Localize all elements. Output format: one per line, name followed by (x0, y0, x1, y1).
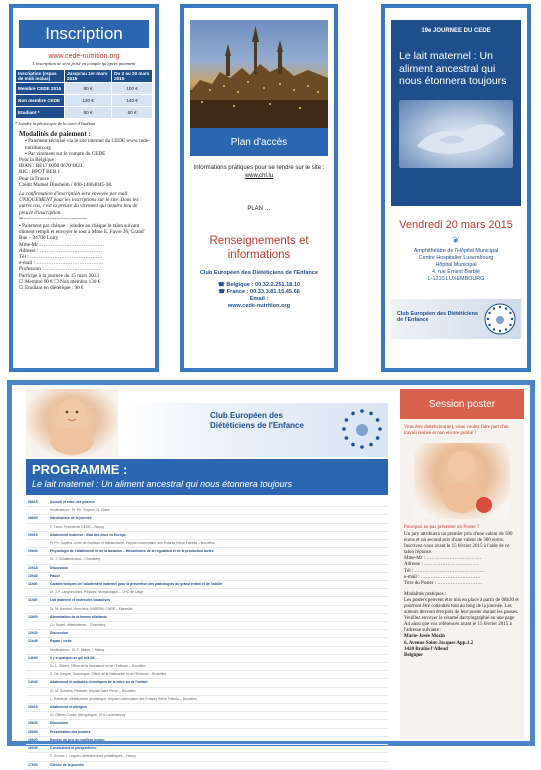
schedule-text: Présentation des posters (50, 729, 91, 734)
schedule-row (26, 507, 388, 515)
schedule-text: C. De Jonghe, Sociologue, Office de la Naissance et de l'Enfance – Bruxelles (50, 672, 167, 677)
schedule-time: 14h30 (28, 680, 38, 685)
price-cell: 140 € (112, 95, 153, 107)
schedule-row (26, 630, 388, 638)
panel-programme (7, 380, 535, 767)
inscription-title: Inscription (45, 24, 123, 43)
schedule-time: 09h00 (28, 516, 38, 521)
toddler-illustration (414, 443, 510, 519)
price-header-0: Inscription (repas de midi inclus) (16, 70, 65, 83)
address-line: Belgique (404, 653, 423, 659)
schedule-row (26, 737, 388, 745)
schedule-text: Pr Ph. Goyens, Unité de Nutrition et Métabolisme, Hôpital Universitaire des Enfants Reine Fabiola – Bruxelles (50, 541, 215, 546)
schedule-text: Ch. Bodet, diététicienne – Chambéry (50, 623, 106, 628)
price-row-label: Etudiant * (16, 107, 65, 119)
phone-icon: ☎ (218, 289, 227, 295)
schedule-time (26, 556, 50, 563)
participation-text: Participe à la journée du 15 mars 2013 (19, 272, 99, 279)
schedule-text: Dr. M. Scheers, Pédiatre, Hôpital Saint Pierre – Bruxelles (50, 688, 136, 693)
contact-title: Renseignements et informations (209, 235, 309, 261)
address-line: 6, Avenue Saint-Jacques App.1.2 (404, 640, 474, 646)
schedule-time (26, 606, 50, 613)
cover-logo (391, 299, 521, 339)
schedule-row (26, 573, 388, 581)
plan-info-link[interactable]: www.chl.lu (244, 173, 274, 179)
session-body: Un jury attribuera un premier prix d'une valeur de 500 euros et un second prix d'une valeur de 300 euros. Inscrivez-vous avant le 15 février 2015 à l'aide de ce talon réponse. (404, 532, 513, 556)
contact-belgique (184, 282, 334, 288)
plan-header (190, 128, 328, 156)
payment-line: ▪ Par virement sur le compte du CEDE (25, 150, 106, 157)
schedule-time: 10h15 (28, 565, 38, 570)
price-header-2: Du 2 au 20 mars 2015 (112, 70, 153, 83)
programme-title: PROGRAMME : (32, 462, 128, 477)
schedule-time (26, 663, 50, 670)
schedule-time: 16h00 (28, 729, 38, 734)
payment-line: Pour la France : (19, 175, 52, 182)
schedule-time: 12h30 (28, 631, 38, 636)
schedule-row (26, 614, 388, 622)
schedule-row (26, 606, 388, 614)
schedule-row (26, 745, 388, 753)
confirmation-text: La confirmation d'inscription sera envoyée par mail UNIQUEMENT pour les inscriptions sur le site. Dans les autres cas, c'est la preuve du virement qui tiendra lieu de preuve d'inscription. (19, 191, 139, 216)
schedule-time (26, 753, 50, 760)
venue-line: L-1210 LUXEMBOURG (427, 276, 485, 282)
schedule-text: Modérateurs : Pr. Ph. Goyens, N. Claes (50, 508, 110, 513)
contact-france (184, 289, 334, 295)
schedule-text: Allaitement et allergies (50, 705, 87, 710)
inscription-url[interactable]: www.cede-nutrition.org (48, 53, 120, 60)
schedule-row (26, 696, 388, 704)
inscription-footnote: * Joindre la photocopie de la carte d'étudiant (15, 121, 96, 127)
price-table (15, 69, 153, 119)
venue-line: Hôpital Municipal (435, 262, 477, 268)
schedule-text: Dr. J. Schaltenbrand – Chambéry (50, 557, 101, 562)
schedule-time: 08h15 (28, 500, 38, 504)
schedule-row (26, 515, 388, 523)
schedule-time: 09h10 (28, 532, 38, 537)
eu-stars-logo-icon (338, 405, 386, 453)
cover-logo-text: Club Européen des Diététiciens de l'Enfance (397, 311, 478, 324)
schedule-row (26, 712, 388, 720)
schedule-row (26, 688, 388, 696)
inscription-notice: L'inscription ne sera prise en compte qu'après paiement (32, 61, 136, 66)
ornament-icon: ❦ (452, 235, 460, 245)
schedule-row (26, 532, 388, 540)
inscription-header (19, 20, 149, 48)
session-header (400, 389, 524, 419)
schedule-time (26, 507, 50, 514)
session-title: Session poster (428, 398, 496, 410)
programme-club-name: Club Européen des Diététiciens de l'Enfance (210, 411, 304, 430)
schedule-time: 11h00 (28, 582, 38, 587)
schedule-text: Dr. L. Gilbert, Office de la Naissance et de l'Enfance – Bruxelles (50, 664, 146, 669)
venue-line: Amphithéâtre de l'Hôpital Municipal (413, 248, 499, 254)
schedule-time (26, 540, 50, 547)
schedule-time: 12h00 (28, 614, 38, 619)
scissors-line: ✂------------------------------------- (19, 215, 88, 222)
form-field[interactable]: Adresse : ……………………………… (19, 247, 102, 254)
payment-title: Modalités de paiement : (19, 130, 91, 139)
session-field[interactable]: e-mail : ……………………………… (404, 574, 481, 580)
plan-info (192, 164, 326, 180)
schedule-row (26, 540, 388, 548)
payment-line: Crédit Mutuel Dinsheim / 000-14064045-38. (19, 181, 113, 188)
schedule-time: 09h40 (28, 549, 38, 554)
toddler-photo (414, 443, 510, 519)
schedule-row (26, 556, 388, 564)
schedule-time (26, 671, 50, 678)
schedule-time (26, 696, 50, 703)
schedule-time (26, 589, 50, 596)
panel-plan (180, 4, 338, 372)
schedule-text: Discussion (50, 565, 69, 570)
price-cell: 90 € (65, 83, 112, 95)
schedule-text: Introduction de la journée (50, 516, 92, 521)
programme-title-band (26, 459, 388, 495)
form-field[interactable]: Mme-Mr : ……………………………… (19, 241, 105, 248)
cover-date: Vendredi 20 mars 2015 (399, 219, 513, 231)
plan-placeholder: PLAN … (247, 206, 271, 212)
schedule-row (26, 565, 388, 573)
session-intro: Vous êtes diététicien(ne), vous voulez faire part d'un travail réalisé et non encore publié ? (404, 425, 509, 436)
schedule-text: Discussion (50, 631, 69, 636)
schedule-text: Dr. J.P. Langhendries, Pédiatre néonatologue – CHC de Liège (50, 590, 144, 595)
venue-line: 4, rue Ernest Barblé (432, 269, 480, 275)
schedule-row (26, 597, 388, 605)
payment-section (13, 127, 155, 291)
schedule-time (26, 688, 50, 695)
schedule-text: Dr. M. Armand, chercheur, INSERM, CNRS – Marseille (50, 606, 133, 611)
eu-stars-logo-icon (483, 302, 517, 336)
schedule-text: Modérateurs : Dr. F. Monet, I. Marcq (50, 647, 105, 652)
session-question: Pourquoi ne pas présenter un Poster ? (404, 525, 480, 530)
contact-club: Club Européen des Diététiciens de l'Enfance (199, 270, 319, 276)
contact-email-label: Email : (249, 296, 269, 302)
schedule-row (26, 720, 388, 728)
schedule-time: 17h00 (28, 762, 38, 767)
schedule-row (26, 762, 388, 770)
schedule-time: 14h00 (28, 655, 38, 660)
price-cell: 50 € (65, 107, 112, 119)
baby-photo (26, 389, 118, 457)
session-field[interactable]: Adresse : …………………………… (404, 562, 479, 568)
price-row-label: Membre CEDE 2015 (16, 83, 65, 95)
schedule-time: 10h30 (28, 573, 38, 578)
schedule-time: 16h20 (28, 737, 38, 742)
programme-banner (118, 403, 388, 457)
schedule-text: Discussion (50, 721, 69, 726)
price-cell: 60 € (112, 107, 153, 119)
schedule-time: 15h40 (28, 721, 38, 726)
cover-header (391, 20, 521, 206)
schedule-text: Clôture de la journée (50, 762, 84, 767)
contact-site[interactable]: www.cede-nutrition.org (227, 303, 291, 309)
address-line: 1420 Braine l'Alleud (404, 646, 448, 652)
schedule-row (26, 679, 388, 687)
schedule-text: Conclusions et perspectives. (50, 746, 97, 751)
venue (385, 248, 527, 283)
session-field[interactable]: Titre du Poster : ……………………… (404, 581, 483, 587)
schedule-row (26, 581, 388, 589)
form-field[interactable]: Tél : …………………………………… (19, 254, 103, 261)
baby-illustration (26, 389, 118, 457)
option-checkbox[interactable]: ☐ Etudiant en diététique : 90 € (19, 285, 84, 292)
schedule-row (26, 589, 388, 597)
payment-line: ▪ Paiement sécurisé via le site internet du CEDE www.cede-nutrition.org (25, 138, 150, 151)
schedule-time: 11h30 (28, 598, 38, 603)
phone-icon: ☎ (217, 282, 227, 288)
option-checkbox[interactable]: ☐ Membre 90 € ☐ Non membre 130 € (19, 278, 101, 285)
cover-title: Le lait maternel : Un aliment ancestral qui nous étonnera toujours (399, 50, 507, 87)
programme-schedule (26, 499, 388, 767)
schedule-text: Allaitement maternel : Etat des lieux en Europe (50, 532, 126, 537)
schedule-text: Pause (50, 573, 60, 578)
schedule-row (26, 638, 388, 646)
price-cell: 100 € (112, 83, 153, 95)
france-phone: France : 00.33.3.81.15.45.66 (226, 289, 300, 295)
schedule-time: 15h10 (28, 705, 38, 710)
payment-line: BIC : BPOT BEB 1 (19, 169, 61, 176)
panel-cover (381, 4, 531, 372)
panel-inscription (9, 4, 159, 372)
schedule-row (26, 729, 388, 737)
schedule-row (26, 622, 388, 630)
address-line: Marie-Josée Mozin (404, 634, 445, 640)
hands-photo (399, 100, 513, 168)
payment-line: Pour la Belgique : (19, 157, 57, 164)
schedule-row (26, 663, 388, 671)
schedule-time (26, 524, 50, 531)
payment-line: IBAN : BE17 0000 0670 4821 (19, 163, 83, 170)
schedule-text: Remise du prix du meilleur poster (50, 737, 105, 742)
schedule-row (26, 647, 388, 655)
schedule-text: Accueil et mise des posters (50, 500, 95, 504)
schedule-time: 12h45 (28, 639, 38, 644)
cheque-text: ▪ Paiement par chèque : joindre au chèque le talon suivant dûment rempli et envoyer le tout à Mme E. Favre 26, Grand' Rue – 34700 Loiry (19, 223, 145, 242)
schedule-time (26, 712, 50, 719)
belgique-phone: Belgique : 00.32.2.251.18.10 (226, 282, 301, 288)
schedule-row (26, 704, 388, 712)
modalites-title: Modalités pratiques : (404, 592, 447, 598)
city-photo (190, 20, 328, 128)
venue-line: Centre Hospitalier Luxembourg (418, 255, 494, 261)
schedule-time: 16h30 (28, 746, 38, 751)
modalites-text: Les posters peuvent être mis en place à partir de 08h30 et pourront être consultés tout au long de la journée. Les auteurs devront être près de leur poster durant les pauses. Veuillez envoyer le résumé dactylographié en une page A4 ainsi que vos références avant le 15 février 2015 à l'adresse suivante : (404, 598, 519, 634)
schedule-text: Alimentation de la femme allaitante (50, 614, 107, 619)
schedule-text: Caractéristiques de l'allaitement maternel pour la prévention des pathologies du grand enfant et de l'adulte (50, 582, 223, 587)
schedule-row (26, 655, 388, 663)
programme-subtitle: Le lait maternel : Un aliment ancestral qui nous étonnera toujours (32, 479, 293, 489)
plan-info-text: Informations pratiques pour se rendre sur le site : (193, 165, 325, 171)
price-row-label: Non membre CEDE (16, 95, 65, 107)
schedule-row (26, 753, 388, 761)
schedule-row (26, 499, 388, 507)
city-skyline-illustration (190, 20, 328, 128)
form-field[interactable]: Profession : …………………………… (19, 266, 102, 273)
schedule-text: F. Favre, Présidente CEDE – Nancy (50, 524, 105, 529)
hands-illustration (399, 100, 521, 168)
form-field[interactable]: e-mail : ………………………………… (19, 260, 104, 267)
schedule-time (26, 647, 50, 654)
schedule-text: F. Gomez, I. Leguen, diététiciennes pédiatriques – Nancy (50, 754, 136, 759)
session-poster-column (400, 389, 524, 739)
schedule-text: Dr. Gilbert-Comte, Allergologue, CHL Luxembourg (50, 713, 126, 718)
cover-event-label: 19e JOURNEE DU CEDE (421, 28, 491, 34)
plan-title: Plan d'accès (230, 136, 288, 148)
schedule-text: L. Hofstede, diététicienne pédiatrique, Hôpital Universitaire des Enfants Reine Fabiola – Bruxelles (50, 696, 197, 701)
price-cell: 130 € (65, 95, 112, 107)
schedule-text: Repas / visite (50, 639, 72, 644)
schedule-row (26, 524, 388, 532)
schedule-time (26, 622, 50, 629)
schedule-text: Physiologie de l'allaitement et de la lactation – Mécanismes de la régulation et de la production lactée. (50, 549, 215, 554)
price-header-1: Jusqu'au 1er mars 2015 (65, 70, 112, 83)
schedule-row (26, 671, 388, 679)
session-field[interactable]: Tél : …………………………………… (404, 568, 485, 574)
session-field[interactable]: Mme-Mr : …………………………… (404, 556, 482, 562)
schedule-text: Il y a quelque-un qui m'a dit… (50, 655, 98, 660)
schedule-text: Allaitement et maladies chroniques de la mère ou de l'enfant. (50, 680, 149, 685)
schedule-row (26, 548, 388, 556)
schedule-text: Lait maternel et molécules bioactives (50, 598, 111, 603)
